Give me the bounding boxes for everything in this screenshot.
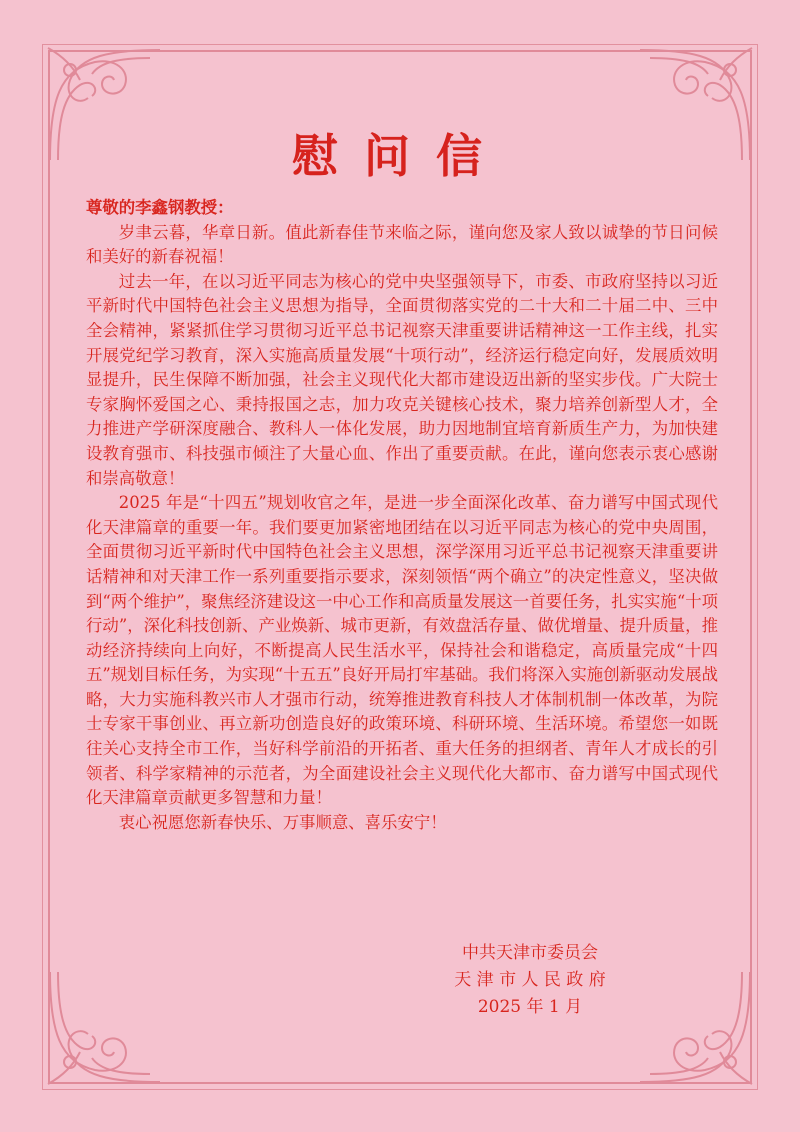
paragraph-2025: 2025 年是“十四五”规划收官之年，是进一步全面深化改革、奋力谱写中国式现代化天津篇章的重要一年。我们要更加紧密地团结在以习近平同志为核心的党中央周围，全面贯彻习近平新时代中国特色社会主义思想，深学深用习近平总书记视察天津重要讲话精神和对天津工作一系列重要指示要求，深刻领悟“两个确立”的决定性意义，坚决做到“两个维护”，聚焦经济建设这一中心工作和高质量发展这一首要任务，扎实实施“十项行动”，深化科技创新、产业焕新、城市更新，有效盘活存量、做优增量、提升质量，推动经济持续向上向好，不断提高人民生活水平，保持社会和谐稳定，高质量完成“十四五”规划目标任务，为实现“十五五”良好开局打牢基础。我们将深入实施创新驱动发展战略，大力实施科教兴市人才强市行动，统筹推进教育科技人才体制机制一体改革，为院士专家干事创业、再立新功创造良好的政策环境、科研环境、生活环境。希望您一如既往关心支持全市工作，当好科学前沿的开拓者、重大任务的担纲者、青年人才成长的引领者、科学家精神的示范者，为全面建设社会主义现代化大都市、奋力谱写中国式现代化天津篇章贡献更多智慧和力量！: [86, 493, 718, 808]
paragraph-past-year: 过去一年，在以习近平同志为核心的党中央坚强领导下，市委、市政府坚持以习近平新时代中国特色社会主义思想为指导，全面贯彻落实党的二十大和二十届二中、三中全会精神，紧紧抓住学习贯彻习近平总书记视察天津重要讲话精神这一工作主线，扎实开展党纪学习教育，深入实施高质量发展“十项行动”，经济运行稳定向好，发展质效明显提升，民生保障不断加强，社会主义现代化大都市建设迈出新的坚实步伐。广大院士专家胸怀爱国之心、秉持报国之志，加力攻克关键核心技术，聚力培养创新型人才，全力推进产学研深度融合、教科人一体化发展，助力因地制宜培育新质生产力，为加快建设教育强市、科技强市倾注了大量心血、作出了重要贡献。在此，谨向您表示衷心感谢和崇高敬意！: [86, 271, 718, 488]
recipient-name: 李鑫钢教授: [135, 198, 218, 217]
signature-block: [430, 940, 630, 1021]
paragraph-greeting: 岁聿云暮，华章日新。值此新春佳节来临之际，谨向您及家人致以诚挚的节日问候和美好的新春祝福！: [86, 222, 718, 267]
salutation-prefix: 尊敬的: [86, 198, 136, 217]
corner-ornament-bottom-right: [630, 962, 760, 1092]
signature-org-party: 中共天津市委员会: [462, 943, 598, 963]
salutation: [86, 196, 718, 221]
letter-body: [86, 196, 718, 835]
signature-org-government: 天 津 市 人 民 政 府: [454, 970, 606, 990]
letter-title: 慰问信: [292, 129, 508, 183]
signature-date: 2025 年 1 月: [477, 997, 583, 1017]
paragraph-closing-wish: 衷心祝愿您新春快乐、万事顺意、喜乐安宁！: [118, 812, 447, 832]
corner-ornament-bottom-left: [40, 962, 170, 1092]
salutation-colon: ：: [217, 198, 234, 217]
